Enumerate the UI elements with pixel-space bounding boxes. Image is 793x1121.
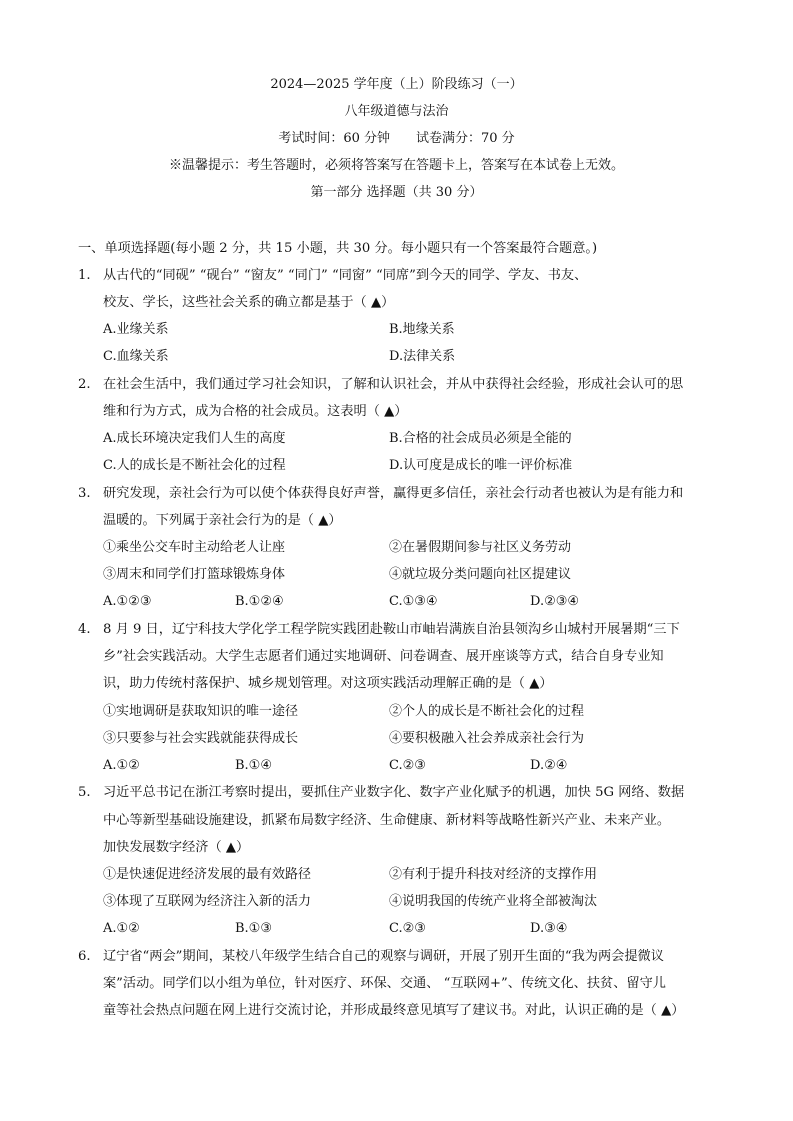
question-stem-line: 中心等新型基础设施建设，抓紧布局数字经济、生命健康、新材料等战略性新兴产业、未来产业。: [103, 813, 671, 828]
option-b: B.合格的社会成员必须是全能的: [389, 431, 572, 446]
exam-info: 考试时间：60 分钟 试卷满分：70 分: [278, 131, 515, 146]
option-c: C.②③: [389, 921, 426, 936]
statement-1: ①乘坐公交车时主动给老人让座: [103, 540, 286, 555]
option-a: A.业缘关系: [103, 322, 169, 337]
statement-1: ①实地调研是获取知识的唯一途径: [103, 704, 299, 719]
option-d: D.③④: [530, 921, 568, 936]
statement-2: ②在暑假期间参与社区义务劳动: [389, 540, 572, 555]
question-stem-line: 校友、学长，这些社会关系的确立都是基于（ ▲）: [103, 295, 395, 310]
question-stem-line: 8 月 9 日，辽宁科技大学化学工程学院实践团赴鞍山市岫岩满族自治县领沟乡山城村开展暑期“三下: [103, 622, 680, 637]
statement-4: ④说明我国的传统产业将全部被淘汰: [389, 894, 598, 909]
statement-3: ③周末和同学们打篮球锻炼身体: [103, 567, 286, 582]
option-c: C.②③: [389, 758, 426, 773]
statement-3: ③体现了互联网为经济注入新的活力: [103, 894, 312, 909]
warm-tip: ※温馨提示：考生答题时，必须将答案写在答题卡上，答案写在本试卷上无效。: [168, 158, 624, 173]
option-b: B.地缘关系: [389, 322, 455, 337]
question-stem-line: 习近平总书记在浙江考察时提出，要抓住产业数字化、数字产业化赋予的机遇，加快 5G 网络、数据: [103, 785, 685, 800]
question-number: 4.: [78, 622, 91, 637]
statement-2: ②有利于提升科技对经济的支撑作用: [389, 867, 598, 882]
exam-title: 2024—2025 学年度（上）阶段练习（一）: [270, 77, 523, 92]
option-d: D.②③④: [530, 594, 580, 609]
option-a: A.①②: [103, 758, 140, 773]
question-stem-line: 维和行为方式，成为合格的社会成员。这表明（ ▲）: [103, 404, 408, 419]
option-a: A.成长环境决定我们人生的高度: [103, 431, 286, 446]
section-instruction: 一、单项选择题(每小题 2 分，共 15 小题，共 30 分。每小题只有一个答案最符合题意。): [78, 241, 598, 256]
option-a: A.①②: [103, 921, 140, 936]
option-a: A.①②③: [103, 594, 152, 609]
question-stem-line: 从古代的“同砚” “砚台” “窗友” “同门” “同窗” “同席”到今天的同学、学友、书友、: [103, 268, 588, 283]
question-stem-line: 乡”社会实践活动。大学生志愿者们通过实地调研、问卷调查、展开座谈等方式，结合自身专业知: [103, 649, 664, 664]
subject-title: 八年级道德与法治: [344, 104, 449, 119]
question-number: 3.: [78, 486, 91, 501]
option-c: C.血缘关系: [103, 349, 169, 364]
question-stem-line: 温暖的。下列属于亲社会行为的是（ ▲）: [103, 513, 342, 528]
question-stem-line: 童等社会热点问题在网上进行交流讨论，并形成最终意见填写了建议书。对此，认识正确的是（ ▲）: [103, 1003, 685, 1018]
option-d: D.②④: [530, 758, 568, 773]
option-b: B.①③: [235, 921, 272, 936]
part-title: 第一部分 选择题（共 30 分）: [310, 185, 483, 200]
option-d: D.认可度是成长的唯一评价标准: [389, 458, 573, 473]
question-stem-line: 研究发现，亲社会行为可以使个体获得良好声誉，赢得更多信任，亲社会行动者也被认为是有能力和: [103, 486, 684, 501]
question-stem-line: 识，助力传统村落保护、城乡规划管理。对这项实践活动理解正确的是（ ▲）: [103, 676, 553, 691]
question-stem-line: 辽宁省“两会”期间，某校八年级学生结合自己的观察与调研，开展了别开生面的“我为两会提微议: [103, 949, 664, 964]
statement-3: ③只要参与社会实践就能获得成长: [103, 731, 299, 746]
option-b: B.①④: [235, 758, 272, 773]
question-stem-line: 加快发展数字经济（ ▲）: [103, 840, 250, 855]
question-number: 6.: [78, 949, 91, 964]
option-c: C.①③④: [389, 594, 438, 609]
option-c: C.人的成长是不断社会化的过程: [103, 458, 286, 473]
statement-1: ①是快速促进经济发展的最有效路径: [103, 867, 312, 882]
statement-4: ④要积极融入社会养成亲社会行为: [389, 731, 585, 746]
question-number: 2.: [78, 377, 91, 392]
question-number: 1.: [78, 268, 91, 283]
option-b: B.①②④: [235, 594, 284, 609]
statement-4: ④就垃圾分类问题向社区提建议: [389, 567, 572, 582]
statement-2: ②个人的成长是不断社会化的过程: [389, 704, 585, 719]
question-stem-line: 案”活动。同学们以小组为单位，针对医疗、环保、交通、 “互联网+”、传统文化、扶贫、留守儿: [103, 976, 666, 991]
option-d: D.法律关系: [389, 349, 456, 364]
question-number: 5.: [78, 785, 91, 800]
question-stem-line: 在社会生活中，我们通过学习社会知识，了解和认识社会，并从中获得社会经验，形成社会认可的思: [103, 377, 684, 392]
